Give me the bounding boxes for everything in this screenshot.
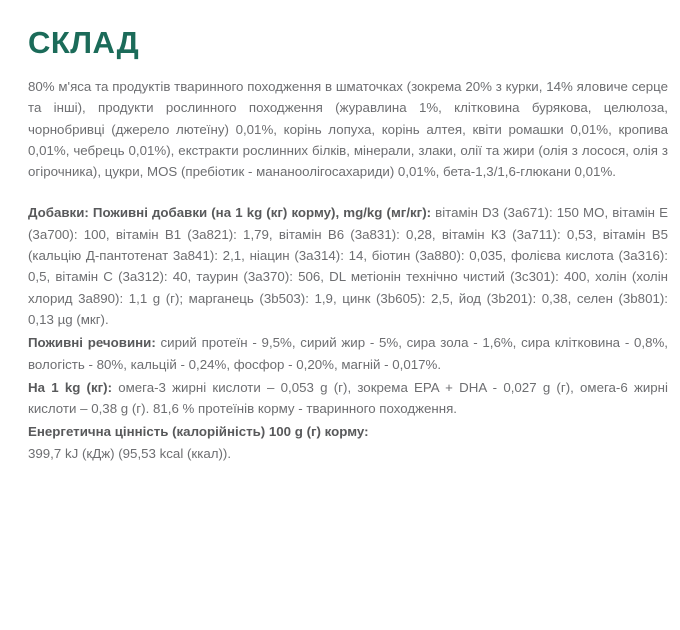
page-title — [28, 26, 666, 60]
energy-label: Енергетична цінність (калорійність) 100 g (г) корму: — [28, 424, 369, 440]
additives-label: Добавки: Поживні добавки (на 1 kg (кг) корму), mg/kg (мг/кг): — [28, 205, 432, 221]
energy-block — [28, 421, 668, 464]
intro-paragraph — [28, 76, 668, 182]
intro-paragraph-text: 80% м'яса та продуктів тваринного походження в шматочках (зокрема 20% з курки, 14% яловиче серце та інші), продукти рослинного походження (журавлина 1%, клітковина бурякова, целюлоза, чорнобривці (джерело лютеїну) 0,01%, корінь лопуха, корінь алтея, квіти ромашки 0,01%, кропива 0,01%, чебрець 0,01%), екстракти рослинних білків, мінерали, злаки, олії та жири (олія з лосося, олія з огірочника), цукри, MOS (пребіотик - мананоолігосахариди) 0,01%, бета-1,3/1,6-глюкани 0,01%. — [28, 79, 668, 180]
energy-value: 399,7 kJ (кДж) (95,53 kcal (ккал)). — [28, 445, 232, 461]
page-title-text: СКЛАД — [28, 25, 140, 60]
per-kg-label: На 1 kg (кг): — [28, 379, 113, 395]
nutrients-label: Поживні речовини: — [28, 335, 156, 351]
additives-text: вітамін D3 (3a671): 150 МО, вітамін Е (3a700): 100, вітамін В1 (3a821): 1,79, вітамін В6 (3a831): 0,28, вітамін К3 (3a711): 0,53, вітамін В5 (кальцію Д-пантотенат 3a841): 2,1, ніацин (3a314): 14, біотин (3a880): 0,035, фолієва кислота (3a316): 0,5, вітамін С (3a312): 40, таурин (3a370): 506, DL метіонін технічно чистий (3c301): 400, холін (холін хлорид 3a890): 1,1 g (г); марганець (3b503): 1,9, цинк (3b605): 2,5, йод (3b201): 0,38, селен (3b801): 0,13 µg (мкг). — [28, 205, 668, 327]
nutrients-text: сирий протеїн - 9,5%, сирий жир - 5%, сира зола - 1,6%, сира клітковина - 0,8%, вологість - 80%, кальцій - 0,24%, фосфор - 0,20%, магній - 0,017%. — [28, 335, 668, 372]
per-kg-text: омега-3 жирні кислоти – 0,053 g (г), зокрема EPA + DHA - 0,027 g (г), омега-6 жирні кислоти – 0,38 g (г). 81,6 % протеїнів корму - тваринного походження. — [28, 379, 668, 417]
nutrients-block — [28, 332, 668, 375]
per-kg-block — [28, 377, 668, 420]
additives-block — [28, 202, 668, 330]
